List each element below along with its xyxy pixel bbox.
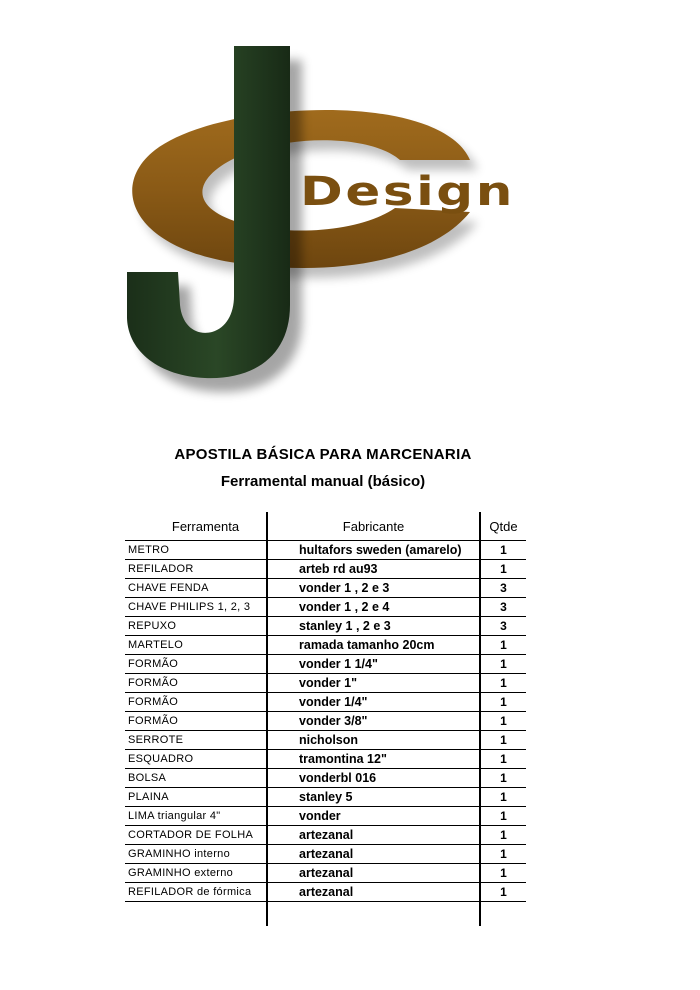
table-row <box>125 579 526 598</box>
tool-name-cell: FORMÃO <box>125 712 267 731</box>
table-row <box>125 845 526 864</box>
maker-cell: artezanal <box>267 826 480 845</box>
tool-name-cell: CHAVE PHILIPS 1, 2, 3 <box>125 598 267 617</box>
qty-cell: 1 <box>480 731 526 750</box>
maker-cell: tramontina 12" <box>267 750 480 769</box>
table-row <box>125 674 526 693</box>
table-row <box>125 883 526 902</box>
qty-cell: 1 <box>480 883 526 902</box>
tool-name-cell: GRAMINHO externo <box>125 864 267 883</box>
maker-cell: stanley 1 , 2 e 3 <box>267 617 480 636</box>
qty-cell: 1 <box>480 864 526 883</box>
document-title: APOSTILA BÁSICA PARA MARCENARIA <box>174 446 472 463</box>
document-subtitle: Ferramental manual (básico) <box>220 473 426 490</box>
qty-cell: 1 <box>480 541 526 560</box>
qty-cell: 1 <box>480 826 526 845</box>
table-row <box>125 541 526 560</box>
maker-cell: vonder 1/4" <box>267 693 480 712</box>
table-row <box>125 807 526 826</box>
maker-cell: ramada tamanho 20cm <box>267 636 480 655</box>
empty-cell <box>125 902 267 927</box>
tool-name-cell: GRAMINHO interno <box>125 845 267 864</box>
empty-cell <box>480 902 526 927</box>
maker-cell: vonder 1 , 2 e 4 <box>267 598 480 617</box>
tool-name-cell: BOLSA <box>125 769 267 788</box>
logo-word: Design <box>300 169 515 215</box>
maker-cell: vonder 1" <box>267 674 480 693</box>
tool-name-cell: SERROTE <box>125 731 267 750</box>
maker-cell: artezanal <box>267 883 480 902</box>
tool-name-cell: ESQUADRO <box>125 750 267 769</box>
header-qty: Qtde <box>480 512 526 541</box>
maker-cell: stanley 5 <box>267 788 480 807</box>
qty-cell: 1 <box>480 655 526 674</box>
table-row <box>125 826 526 845</box>
maker-cell: hultafors sweden (amarelo) <box>267 541 480 560</box>
qty-cell: 1 <box>480 845 526 864</box>
qty-cell: 1 <box>480 712 526 731</box>
tool-name-cell: PLAINA <box>125 788 267 807</box>
qty-cell: 3 <box>480 579 526 598</box>
table-row <box>125 560 526 579</box>
tool-name-cell: FORMÃO <box>125 655 267 674</box>
table-row <box>125 864 526 883</box>
table-row <box>125 636 526 655</box>
maker-cell: artezanal <box>267 845 480 864</box>
table-row <box>125 655 526 674</box>
qty-cell: 1 <box>480 807 526 826</box>
table-row <box>125 617 526 636</box>
maker-cell: vonder 3/8" <box>267 712 480 731</box>
table-row <box>125 731 526 750</box>
table-row <box>125 750 526 769</box>
qty-cell: 1 <box>480 636 526 655</box>
jc-design-logo <box>0 0 700 420</box>
empty-cell <box>267 902 480 927</box>
maker-cell: vonder <box>267 807 480 826</box>
qty-cell: 1 <box>480 560 526 579</box>
tool-name-cell: REFILADOR de fórmica <box>125 883 267 902</box>
table-row <box>125 712 526 731</box>
tool-name-cell: CHAVE FENDA <box>125 579 267 598</box>
maker-cell: nicholson <box>267 731 480 750</box>
maker-cell: artezanal <box>267 864 480 883</box>
tool-name-cell: REFILADOR <box>125 560 267 579</box>
table-row <box>125 769 526 788</box>
table-body <box>125 541 526 927</box>
qty-cell: 1 <box>480 769 526 788</box>
tool-name-cell: FORMÃO <box>125 674 267 693</box>
header-tool: Ferramenta <box>125 512 267 541</box>
table-spacer-row <box>125 902 526 927</box>
tool-name-cell: REPUXO <box>125 617 267 636</box>
qty-cell: 3 <box>480 598 526 617</box>
tool-name-cell: FORMÃO <box>125 693 267 712</box>
table-row <box>125 598 526 617</box>
tool-name-cell: LIMA triangular 4" <box>125 807 267 826</box>
maker-cell: vonderbl 016 <box>267 769 480 788</box>
qty-cell: 1 <box>480 693 526 712</box>
qty-cell: 1 <box>480 750 526 769</box>
maker-cell: arteb rd au93 <box>267 560 480 579</box>
qty-cell: 1 <box>480 788 526 807</box>
table-row <box>125 693 526 712</box>
qty-cell: 1 <box>480 674 526 693</box>
table-header-row <box>125 512 526 541</box>
table-row <box>125 788 526 807</box>
tool-name-cell: METRO <box>125 541 267 560</box>
maker-cell: vonder 1 1/4" <box>267 655 480 674</box>
qty-cell: 3 <box>480 617 526 636</box>
tool-name-cell: MARTELO <box>125 636 267 655</box>
header-maker: Fabricante <box>267 512 480 541</box>
tools-table <box>125 512 526 926</box>
tool-name-cell: CORTADOR DE FOLHA <box>125 826 267 845</box>
maker-cell: vonder 1 , 2 e 3 <box>267 579 480 598</box>
